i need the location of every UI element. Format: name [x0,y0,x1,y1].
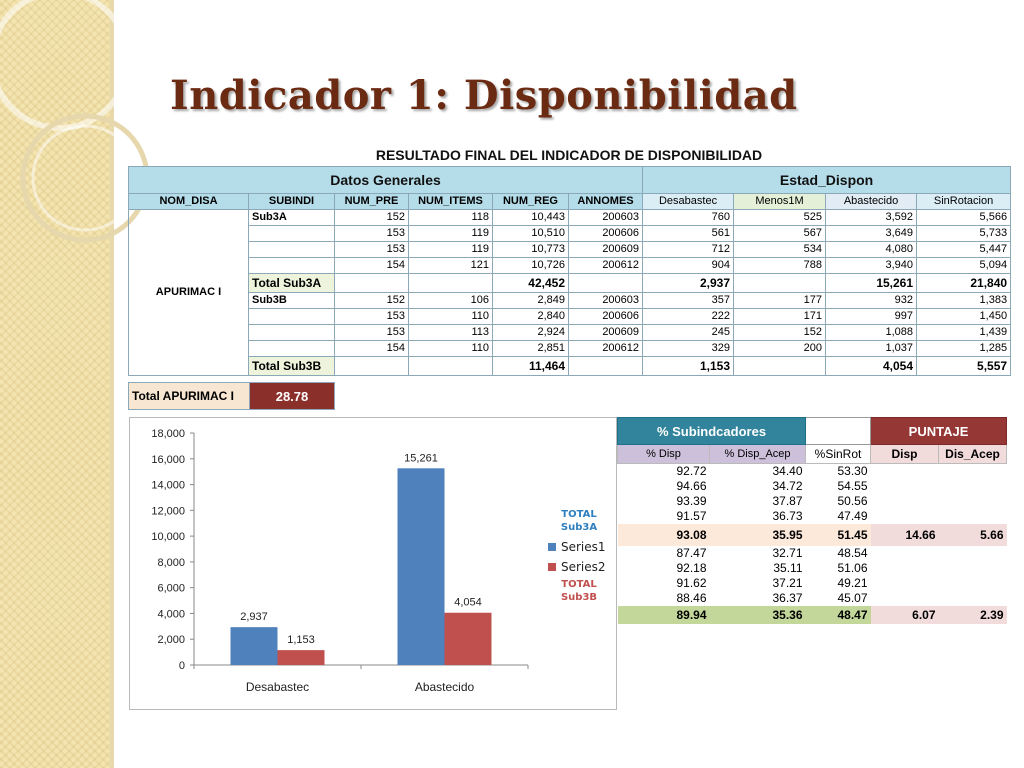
score-acep-cell [939,576,1007,591]
num-items-cell [409,274,493,293]
col-header-subindi: SUBINDI [249,194,335,210]
pct-sinrot-cell: 47.49 [837,509,868,523]
score-acep-cell: 5.66 [939,524,1007,546]
num-pre-cell: 152 [335,210,409,226]
pct-disp-cell: 93.08 [618,524,710,546]
pct-sinrot-cell: 49.21 [837,576,868,590]
menos1m-cell: 177 [734,293,826,309]
col-header-num-pre: NUM_PRE [335,194,409,210]
subindi-cell [249,325,335,341]
y-tick-label: 18,000 [151,428,185,440]
table-title: RESULTADO FINAL DEL INDICADOR DE DISPONIBILIDAD [375,147,763,163]
score-acep-cell [939,464,1007,480]
subindi-cell [249,309,335,325]
score-acep-cell: 2.39 [939,606,1007,624]
num-items-cell: 110 [409,341,493,357]
y-tick-label: 8,000 [157,556,185,569]
sinrotacion-cell: 1,439 [917,325,1011,341]
sinrotacion-cell: 21,840 [917,274,1011,293]
bar-series1-abastecido [398,468,445,665]
col-header-pct-disp-acep: % Disp_Acep [710,445,806,464]
table-row [129,226,1011,242]
abastecido-cell: 4,054 [826,357,917,376]
num-reg-cell: 11,464 [493,357,569,376]
annomes-cell: 200612 [569,341,643,357]
annomes-cell: 200603 [569,210,643,226]
legend-swatch-series1 [548,543,556,551]
desabastec-cell: 760 [643,210,734,226]
pct-sinrot-cell: 51.06 [837,561,868,575]
sinrotacion-cell: 1,383 [917,293,1011,309]
chart-legend [548,508,610,604]
pct-disp-cell: 88.46 [676,591,707,605]
score-disp-cell [871,546,939,561]
abastecido-cell: 3,649 [826,226,917,242]
y-tick-label: 6,000 [157,582,185,595]
col-header-nom-disa: NOM_DISA [129,194,249,210]
col-header-sinrotacion: SinRotacion [917,194,1011,210]
sinrotacion-cell: 5,566 [917,210,1011,226]
legend-note-total-sub3b: TOTAL Sub3B [560,579,598,603]
y-tick-label: 4,000 [157,608,185,621]
menos1m-cell: 567 [734,226,826,242]
x-category-label: Desabastec [245,680,310,694]
abastecido-cell: 932 [826,293,917,309]
pct-disp-cell: 93.39 [676,494,707,508]
score-disp-cell [871,464,939,480]
y-tick-label: 2,000 [157,634,185,647]
num-items-cell: 119 [409,226,493,242]
y-tick-label: 12,000 [151,505,185,518]
slide-title: Indicador 1: Disponibilidad [170,72,798,119]
pct-disp-cell: 91.57 [676,509,707,523]
num-pre-cell: 153 [335,226,409,242]
header-subindicadores: % Subindcadores [618,418,806,445]
subindi-cell: Total Sub3A [249,274,335,293]
num-pre-cell [335,274,409,293]
abastecido-cell: 3,592 [826,210,917,226]
menos1m-cell: 534 [734,242,826,258]
score-disp-cell [871,494,939,509]
score-acep-cell [939,561,1007,576]
abastecido-cell: 1,088 [826,325,917,341]
grand-total-row [129,383,335,410]
subindi-cell [249,226,335,242]
subindicators-table [617,417,1007,624]
subindi-cell: Total Sub3B [249,357,335,376]
menos1m-cell: 200 [734,341,826,357]
score-disp-cell [871,591,939,606]
annomes-cell: 200609 [569,325,643,341]
score-disp-cell [871,576,939,591]
num-reg-cell: 2,851 [493,341,569,357]
pct-disp-cell: 87.47 [676,546,707,560]
table-row [618,509,1007,524]
table-row [129,258,1011,274]
table-row [129,242,1011,258]
table-row [618,479,1007,494]
annomes-cell [569,274,643,293]
y-tick-label: 16,000 [151,453,185,466]
col-header-menos1m: Menos1M [734,194,826,210]
x-category-label: Abastecido [414,680,475,694]
header-blank [806,418,871,445]
annomes-cell: 200606 [569,309,643,325]
bar-series2-abastecido [445,613,492,665]
group-header-estad-dispon: Estad_Dispon [643,167,1011,194]
sinrotacion-cell: 5,094 [917,258,1011,274]
num-reg-cell: 10,510 [493,226,569,242]
num-pre-cell: 153 [335,309,409,325]
table-row [618,464,1007,480]
score-acep-cell [939,479,1007,494]
disa-name-cell: APURIMAC I [129,210,249,376]
pct-disp-acep-cell: 34.40 [772,464,803,478]
col-header-annomes: ANNOMES [569,194,643,210]
group-header-datos-generales: Datos Generales [129,167,643,194]
pct-sinrot-cell: 53.30 [837,464,868,478]
menos1m-cell: 171 [734,309,826,325]
col-header-pct-disp: % Disp [618,445,710,464]
legend-label-series2: Series2 [561,560,606,574]
menos1m-cell [734,357,826,376]
score-disp-cell [871,479,939,494]
pct-disp-cell: 94.66 [676,479,707,493]
score-acep-cell [939,591,1007,606]
col-header-disp-score: Disp [871,445,939,464]
abastecido-cell: 1,037 [826,341,917,357]
score-disp-cell [871,561,939,576]
data-label-series2-desabastec: 1,153 [287,634,315,647]
sinrotacion-cell: 1,450 [917,309,1011,325]
legend-item-series2 [548,560,610,574]
pct-disp-cell: 92.72 [676,464,707,478]
score-acep-cell [939,546,1007,561]
abastecido-cell: 4,080 [826,242,917,258]
num-reg-cell: 2,924 [493,325,569,341]
desabastec-cell: 357 [643,293,734,309]
abastecido-cell: 3,940 [826,258,917,274]
legend-note-total-sub3a: TOTAL Sub3A [560,509,598,533]
subindi-cell [249,341,335,357]
bar-chart-svg [130,418,616,709]
pct-disp-acep-cell: 37.87 [772,494,803,508]
annomes-cell: 200612 [569,258,643,274]
score-disp-cell: 14.66 [871,524,939,546]
bar-series1-desabastec [231,627,278,665]
table-row [129,210,1011,226]
desabastec-cell: 712 [643,242,734,258]
col-header-num-reg: NUM_REG [493,194,569,210]
num-items-cell: 113 [409,325,493,341]
desabastec-cell: 245 [643,325,734,341]
sinrotacion-cell: 5,733 [917,226,1011,242]
table-row [618,546,1007,561]
legend-label-series1: Series1 [561,540,606,554]
grand-total-label: Total APURIMAC I [129,383,250,410]
sinrotacion-cell: 5,557 [917,357,1011,376]
y-tick-label: 0 [178,660,185,672]
table-row [129,309,1011,325]
num-pre-cell: 153 [335,242,409,258]
grand-total-table [128,382,335,410]
desabastec-cell: 1,153 [643,357,734,376]
subindi-cell: Sub3A [249,210,335,226]
num-reg-cell: 10,726 [493,258,569,274]
y-tick-label: 14,000 [151,479,185,492]
table-row [618,494,1007,509]
desabastec-cell: 329 [643,341,734,357]
total-row-sub3b [129,357,1011,376]
num-items-cell: 110 [409,309,493,325]
col-header-desabastec: Desabastec [643,194,734,210]
desabastec-cell: 561 [643,226,734,242]
data-label-series1-desabastec: 2,937 [240,611,268,624]
pct-disp-acep-cell: 36.73 [772,509,803,523]
pct-disp-cell: 92.18 [676,561,707,575]
menos1m-cell [734,274,826,293]
pct-disp-acep-cell: 35.11 [773,561,803,575]
sinrotacion-cell: 5,447 [917,242,1011,258]
pct-disp-acep-cell: 36.37 [772,591,803,605]
y-tick-label: 10,000 [151,531,185,544]
annomes-cell: 200606 [569,226,643,242]
num-reg-cell: 10,443 [493,210,569,226]
annomes-cell: 200603 [569,293,643,309]
table-row [618,591,1007,606]
annomes-cell [569,357,643,376]
num-items-cell: 106 [409,293,493,309]
data-label-series2-abastecido: 4,054 [454,596,482,609]
num-reg-cell: 2,840 [493,309,569,325]
table-row [618,576,1007,591]
col-header-num-items: NUM_ITEMS [409,194,493,210]
menos1m-cell: 152 [734,325,826,341]
pct-sinrot-cell: 54.55 [837,479,868,493]
num-pre-cell: 154 [335,341,409,357]
desabastec-cell: 222 [643,309,734,325]
pct-disp-acep-cell: 35.36 [710,606,806,624]
num-pre-cell: 152 [335,293,409,309]
bar-series2-desabastec [278,650,325,665]
score-disp-cell [871,509,939,524]
table-row [129,341,1011,357]
num-items-cell: 118 [409,210,493,226]
grand-total-value: 28.78 [250,383,335,410]
subindi-cell [249,242,335,258]
score-acep-cell [939,509,1007,524]
desabastec-cell: 2,937 [643,274,734,293]
num-pre-cell [335,357,409,376]
total-row-sub3a [129,274,1011,293]
table-row [129,293,1011,309]
legend-swatch-series2 [548,563,556,571]
desabastec-cell: 904 [643,258,734,274]
score-acep-cell [939,494,1007,509]
score-disp-cell: 6.07 [871,606,939,624]
pct-sinrot-cell: 45.07 [837,591,868,605]
pct-sinrot-cell: 50.56 [837,494,868,508]
table-row [618,561,1007,576]
num-pre-cell: 154 [335,258,409,274]
pct-disp-acep-cell: 35.95 [710,524,806,546]
sinrotacion-cell: 1,285 [917,341,1011,357]
pct-sinrot-cell: 48.47 [806,606,871,624]
header-puntaje: PUNTAJE [871,418,1007,445]
legend-item-series1 [548,540,610,554]
annomes-cell: 200609 [569,242,643,258]
menos1m-cell: 525 [734,210,826,226]
pct-disp-acep-cell: 32.71 [772,546,803,560]
subindi-cell: Sub3B [249,293,335,309]
abastecido-cell: 15,261 [826,274,917,293]
pct-disp-cell: 89.94 [618,606,710,624]
col-header-dis-acep-score: Dis_Acep [939,445,1007,464]
num-reg-cell: 2,849 [493,293,569,309]
table-row [129,325,1011,341]
pct-disp-acep-cell: 37.21 [772,576,803,590]
num-reg-cell: 10,773 [493,242,569,258]
data-label-series1-abastecido: 15,261 [404,452,438,465]
menos1m-cell: 788 [734,258,826,274]
col-header-pct-sinrot: %SinRot [806,445,871,464]
num-items-cell: 121 [409,258,493,274]
col-header-abastecido: Abastecido [826,194,917,210]
num-items-cell: 119 [409,242,493,258]
total-row-sub3a-scores [618,524,1007,546]
pct-sinrot-cell: 48.54 [837,546,868,560]
num-reg-cell: 42,452 [493,274,569,293]
pct-disp-cell: 91.62 [676,576,707,590]
pct-disp-acep-cell: 34.72 [772,479,803,493]
pct-sinrot-cell: 51.45 [806,524,871,546]
num-items-cell [409,357,493,376]
num-pre-cell: 153 [335,325,409,341]
availability-results-table [128,166,1011,376]
bar-chart [129,417,617,710]
total-row-sub3b-scores [618,606,1007,624]
subindi-cell [249,258,335,274]
abastecido-cell: 997 [826,309,917,325]
